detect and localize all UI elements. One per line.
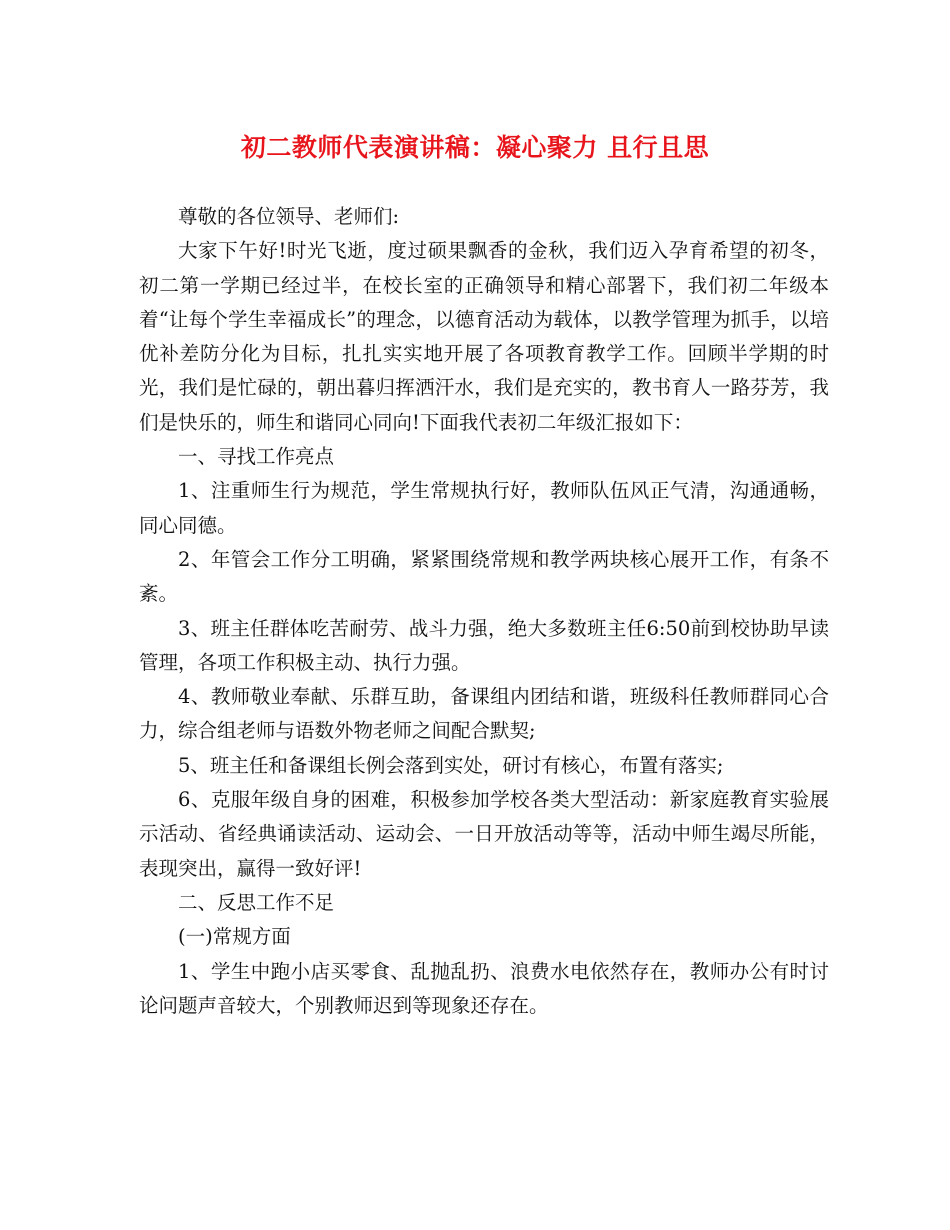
section-heading-shortcomings: 二、反思工作不足 bbox=[178, 890, 335, 914]
section-heading-highlights: 一、寻找工作亮点 bbox=[178, 445, 335, 469]
list-item: 6、克服年级自身的困难，积极参加学校各类大型活动：新家庭教育实验展示活动、省经典诵读活动、运动会、一日开放活动等等，活动中师生竭尽所能，表现突出，赢得一致好评! bbox=[139, 788, 829, 880]
subsection-heading-routine: (一)常规方面 bbox=[178, 925, 291, 949]
salutation: 尊敬的各位领导、老师们: bbox=[178, 205, 400, 228]
list-item: 3、班主任群体吃苦耐劳、战斗力强，绝大多数班主任6:50前到校协助早读管理，各项工作积极主动、执行力强。 bbox=[139, 616, 829, 674]
list-item: 1、注重师生行为规范，学生常规执行好，教师队伍风正气清，沟通通畅，同心同德。 bbox=[139, 479, 829, 537]
list-item: 2、年管会工作分工明确，紧紧围绕常规和教学两块核心展开工作，有条不紊。 bbox=[139, 547, 829, 606]
list-item: 1、学生中跑小店买零食、乱抛乱扔、浪费水电依然存在，教师办公有时讨论问题声音较大，个别教师迟到等现象还存在。 bbox=[139, 959, 829, 1017]
list-item: 5、班主任和备课组长例会落到实处，研讨有核心，布置有落实; bbox=[178, 753, 724, 777]
list-item: 4、教师敬业奉献、乐群互助，备课组内团结和谐，班级科任教师群同心合力，综合组老师与语数外物老师之间配合默契; bbox=[139, 685, 829, 743]
document-title: 初二教师代表演讲稿：凝心聚力 且行且思 bbox=[240, 133, 710, 162]
document-body bbox=[139, 200, 829, 1023]
paragraph-opening: 大家下午好!时光飞逝，度过硕果飘香的金秋，我们迈入孕育希望的初冬，初二第一学期已经过半，在校长室的正确领导和精心部署下，我们初二年级本着“让每个学生幸福成长”的理念，以德育活动为载体，以教学管理为抓手，以培优补差防分化为目标，扎扎实实地开展了各项教育教学工作。回顾半学期的时光，我们是忙碌的，朝出暮归挥洒汗水，我们是充实的，教书育人一路芬芳，我们是快乐的，师生和谐同心同向!下面我代表初二年级汇报如下： bbox=[139, 239, 829, 434]
